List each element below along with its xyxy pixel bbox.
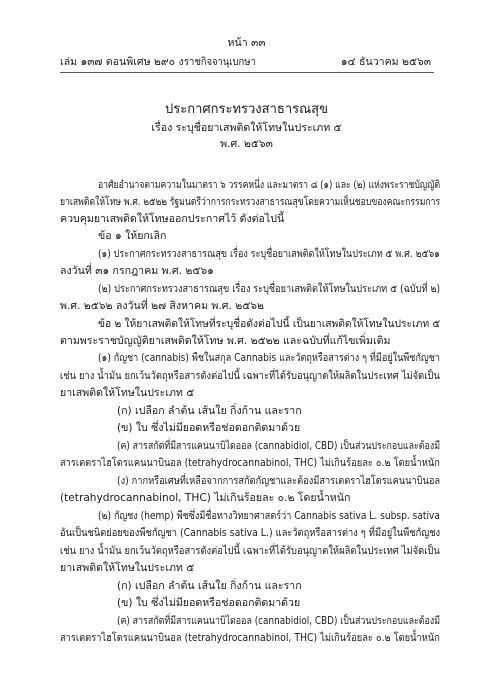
publication-date: ๑๔ ธันวาคม ๒๕๖๓ (340, 56, 431, 68)
preamble-line: อาศัยอำนาจตามความในมาตรา ๖ วรรคหนึ่ง และมาตรา ๘ (๑) และ (๒) แห่งพระราชบัญญัติ (98, 179, 441, 191)
header-rule (60, 72, 434, 73)
gazette-name: ราชกิจจานุเบกษา (183, 56, 256, 68)
preamble-line: ควบคุมยาเสพติดให้โทษออกประกาศไว้ ดังต่อไปนี้ (60, 213, 285, 225)
clause-line: (๑) ประกาศกระทรวงสาธารณสุข เรื่อง ระบุชื่อยาเสพติดให้โทษในประเภท ๕ พ.ศ. ๒๕๖๑ (98, 248, 440, 260)
clause-line: ยาเสพติดให้โทษในประเภท ๕ (60, 562, 195, 574)
clause-line: (tetrahydrocannabinol, THC) ไม่เกินร้อยละ ๐.๒ โดยน้ำหนัก (60, 492, 351, 504)
announcement-year: พ.ศ. ๒๕๖๓ (220, 138, 273, 150)
sub-item: (ข) ใบ ซึ่งไม่มียอดหรือช่อดอกติดมาด้วย (117, 422, 301, 434)
hemp-item: (๒) กัญชง (hemp) พืชซึ่งมีชื่อทางวิทยาศาสตร์ว่า Cannabis sativa L. subsp. sativa (98, 510, 440, 522)
sub-item: (ก) เปลือก ลำต้น เส้นใย กิ่งก้าน และราก (117, 405, 302, 417)
clause-2-heading: ข้อ ๒ ให้ยาเสพติดให้โทษที่ระบุชื่อดังต่อไปนี้ เป็นยาเสพติดให้โทษในประเภท ๕ (98, 318, 441, 330)
clause-line: (๒) ประกาศกระทรวงสาธารณสุข เรื่อง ระบุชื่อยาเสพติดให้โทษในประเภท ๕ (ฉบับที่ ๒) (98, 283, 441, 295)
cannabis-item: (๑) กัญชา (cannabis) พืชในสกุล Cannabis และวัตถุหรือสารต่าง ๆ ที่มีอยู่ในพืชกัญชา (98, 352, 440, 364)
clause-line: อันเป็นชนิดย่อยของพืชกัญชา (Cannabis sativa L.) และวัตถุหรือสารต่าง ๆ ที่มีอยู่ในพืชกัญชง (60, 527, 441, 539)
clause-line: เช่น ยาง น้ำมัน ยกเว้นวัตถุหรือสารดังต่อไปนี้ เฉพาะที่ได้รับอนุญาตให้ผลิตในประเทศ ไม่จัดเป็น (60, 545, 440, 557)
clause-line: สารเตตราไฮโดรแคนนาบินอล (tetrahydrocannabinol, THC) ไม่เกินร้อยละ ๐.๒ โดยน้ำหนัก (60, 632, 440, 644)
volume-issue: เล่ม ๑๓๗ ตอนพิเศษ ๒๙๐ ง (60, 56, 184, 68)
preamble-line: ยาเสพติดให้โทษ พ.ศ. ๒๕๒๒ รัฐมนตรีว่าการกระทรวงสาธารณสุขโดยความเห็นชอบของคณะกรรมการ (60, 196, 441, 208)
clause-line: พ.ศ. ๒๕๖๒ ลงวันที่ ๒๗ สิงหาคม พ.ศ. ๒๕๖๒ (60, 300, 264, 312)
clause-line: เช่น ยาง น้ำมัน ยกเว้นวัตถุหรือสารดังต่อไปนี้ เฉพาะที่ได้รับอนุญาตให้ผลิตในประเทศ ไม่จัดเป็น (60, 370, 440, 382)
sub-item: (ค) สารสกัดที่มีสารแคนนาบิไดออล (cannabidiol, CBD) เป็นส่วนประกอบและต้องมี (117, 440, 441, 452)
clause-line: ยาเสพติดให้โทษในประเภท ๕ (60, 387, 195, 399)
clause-1-heading: ข้อ ๑ ให้ยกเลิก (98, 230, 167, 242)
clause-line: ตามพระราชบัญญัติยาเสพติดให้โทษ พ.ศ. ๒๕๒๒ และฉบับที่แก้ไขเพิ่มเติม (60, 335, 391, 347)
clause-line: ลงวันที่ ๓๑ กรกฎาคม พ.ศ. ๒๕๖๑ (60, 265, 214, 277)
sub-item: (ก) เปลือก ลำต้น เส้นใย กิ่งก้าน และราก (117, 580, 302, 592)
announcement-subject: เรื่อง ระบุชื่อยาเสพติดให้โทษในประเภท ๕ (151, 122, 342, 134)
announcement-title: ประกาศกระทรวงสาธารณสุข (164, 102, 328, 117)
clause-line: สารเตตราไฮโดรแคนนาบินอล (tetrahydrocannabinol, THC) ไม่เกินร้อยละ ๐.๒ โดยน้ำหนัก (60, 457, 440, 469)
sub-item: (ง) กากหรือเศษที่เหลือจากการสกัดกัญชาและต้องมีสารเตตราไฮโดรแคนนาบินอล (117, 475, 441, 487)
sub-item: (ข) ใบ ซึ่งไม่มียอดหรือช่อดอกติดมาด้วย (117, 597, 301, 609)
page-number: หน้า ๓๓ (227, 37, 266, 49)
sub-item: (ค) สารสกัดที่มีสารแคนนาบิไดออล (cannabidiol, CBD) เป็นส่วนประกอบและต้องมี (117, 615, 441, 627)
